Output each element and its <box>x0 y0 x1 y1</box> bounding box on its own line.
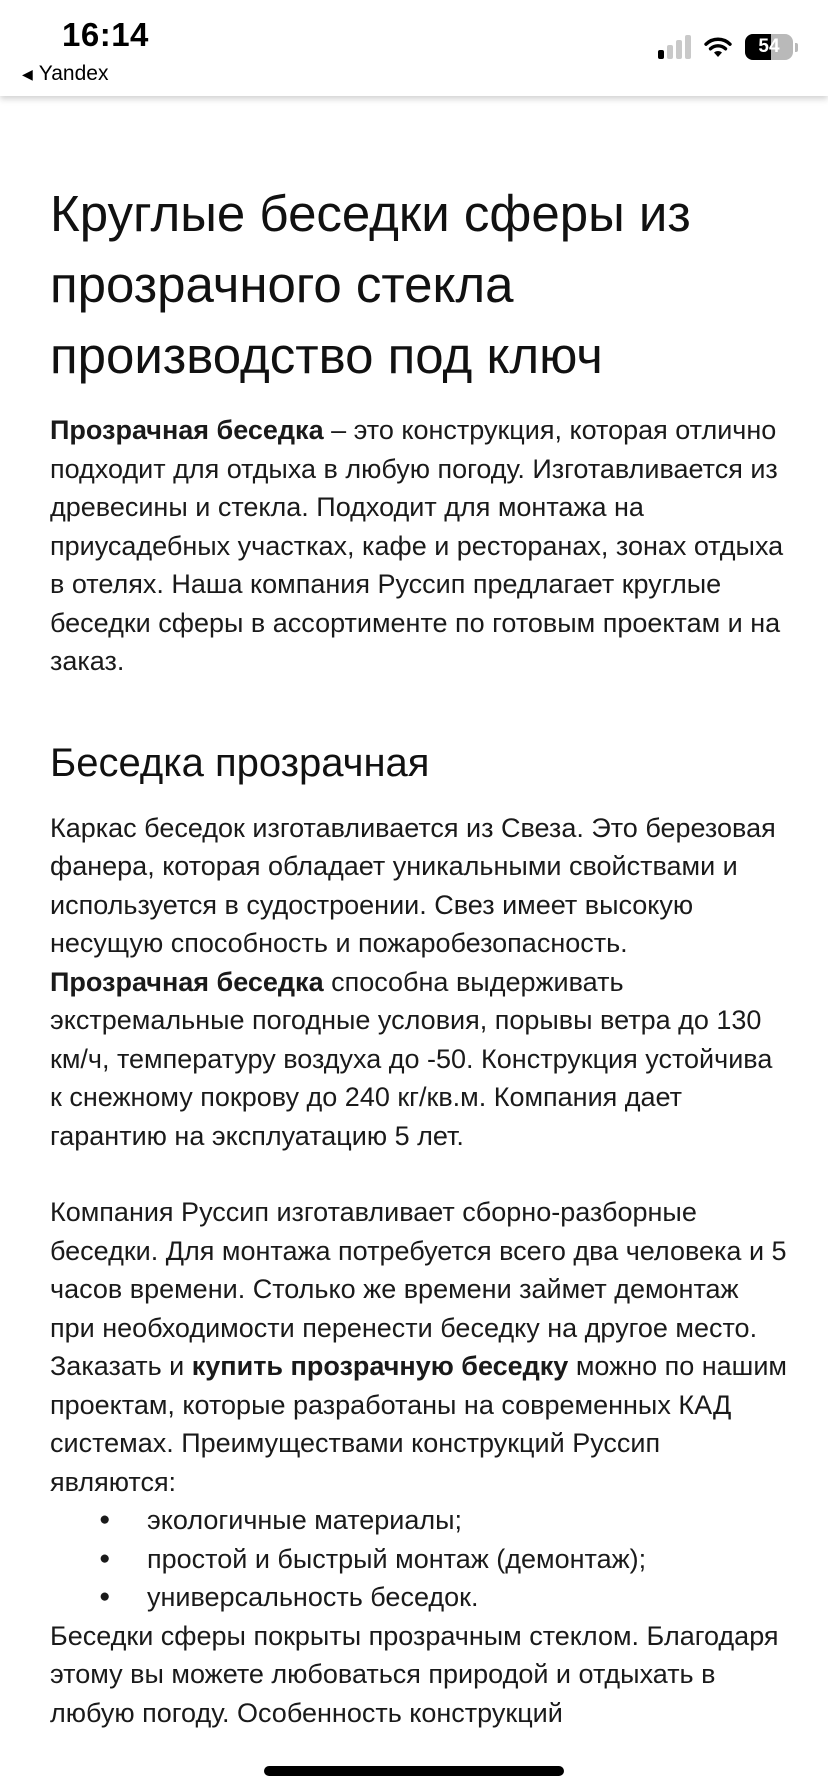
intro-bold: Прозрачная беседка <box>50 415 324 445</box>
list-item: ● простой и быстрый монтаж (демонтаж); <box>50 1540 790 1579</box>
frame-bold: Прозрачная беседка <box>50 966 324 997</box>
battery-icon <box>745 34 793 60</box>
paragraph-gap <box>50 1155 790 1193</box>
glass-paragraph: Беседки сферы покрыты прозрачным стеклом. Благодаря этому вы можете любоваться природой и отдыхать в любую погоду. Особенность конструкций <box>50 1620 779 1728</box>
frame-paragraph <box>50 809 790 1156</box>
signal-bar <box>685 35 691 59</box>
list-item: ● универсальность беседок. <box>50 1578 790 1617</box>
assembly-text-a: Компания Руссип изготавливает сборно-разборные беседки. Для монтажа потребуется всего два человека и 5 часов времени. Столько же времени займет демонтаж при необходимости перенести беседку на другое место. Заказать и <box>50 1197 787 1381</box>
battery-cap <box>795 43 798 52</box>
list-item: ● экологичные материалы; <box>50 1501 790 1540</box>
home-indicator[interactable] <box>264 1766 564 1776</box>
signal-bar <box>667 45 673 59</box>
back-app-label: Yandex <box>38 62 109 85</box>
article <box>50 178 790 1732</box>
status-icons <box>658 34 798 60</box>
assembly-text-b: можно по нашим проектам, которые разработаны на современных КАД системах. Преимуществами конструкций Руссип являются: <box>50 1351 787 1497</box>
advantages-list <box>50 1501 790 1617</box>
cellular-signal-icon <box>658 35 691 59</box>
battery-level: 54 <box>758 36 780 57</box>
buy-link-bold: купить прозрачную беседку <box>191 1351 569 1381</box>
frame-text-b: способна выдерживать экстремальные погодные условия, порывы ветра до 130 км/ч, температуру воздуха до -50. Конструкция устойчива к снежному покрову до 240 кг/кв.м. Компания дает гарантию на эксплуатацию 5 лет. <box>50 966 773 1151</box>
section-heading: Беседка прозрачная <box>50 740 430 785</box>
page-title: Круглые беседки сферы из прозрачного стекла производство под ключ <box>50 185 691 384</box>
back-to-app-link[interactable] <box>22 62 108 86</box>
assembly-paragraph <box>50 1193 790 1501</box>
clock: 16:14 <box>62 16 149 53</box>
intro-paragraph <box>50 411 790 681</box>
back-arrow-icon: ◀ <box>22 66 33 82</box>
intro-text: – это конструкция, которая отлично подходит для отдыха в любую погоду. Изготавливается из древесины и стекла. Подходит для монтажа на приусадебных участках, кафе и ресторанах, зонах отдыха в отелях. Наша компания Руссип предлагает круглые беседки сферы в ассортименте по готовым проектам и на заказ. <box>50 415 784 676</box>
frame-text-a: Каркас беседок изготавливается из Свеза. Это березовая фанера, которая обладает уникальными свойствами и используется в судостроении. Свез имеет высокую несущую способность и пожаробезопасность. <box>50 812 776 958</box>
signal-bar <box>676 40 682 59</box>
signal-bar <box>658 50 664 59</box>
wifi-icon <box>703 35 733 59</box>
status-bar <box>0 0 828 96</box>
